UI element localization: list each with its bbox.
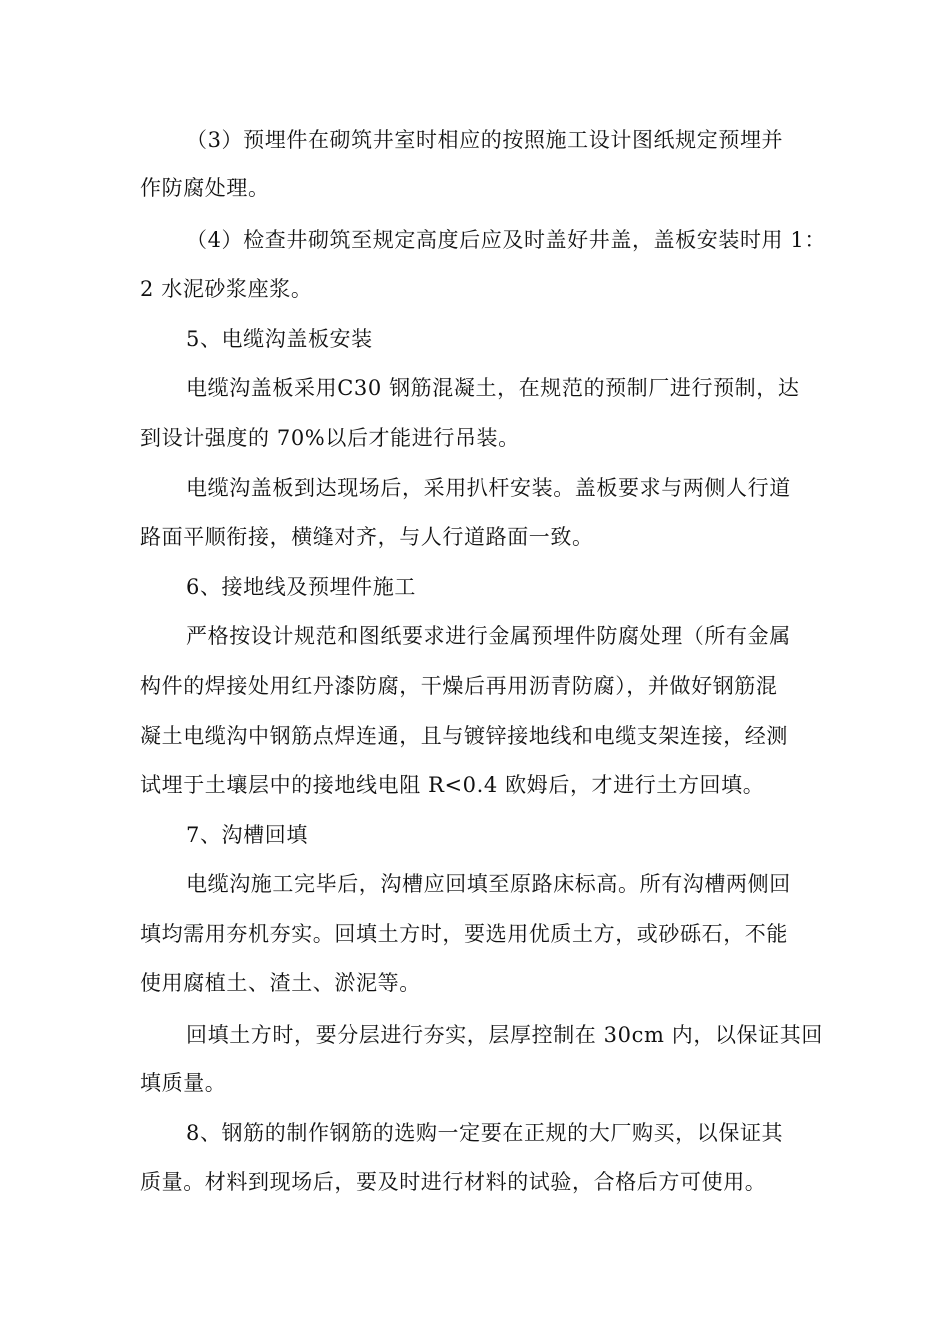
paragraph-6-line-2: 填均需用夯机夯实。回填土方时，要选用优质土方，或砂砾石，不能 [140, 922, 788, 946]
paragraph-7-line-1: 回填土方时，要分层进行夯实，层厚控制在 30cm 内，以保证其回 [186, 1023, 823, 1047]
section-heading-7: 7、沟槽回填 [186, 823, 308, 847]
paragraph-4-line-1: 电缆沟盖板到达现场后，采用扒杆安装。盖板要求与两侧人行道 [186, 476, 791, 500]
paragraph-7-line-2: 填质量。 [140, 1071, 227, 1095]
paragraph-8-line-2: 质量。材料到现场后，要及时进行材料的试验，合格后方可使用。 [140, 1170, 767, 1194]
paragraph-6-line-1: 电缆沟施工完毕后，沟槽应回填至原路床标高。所有沟槽两侧回 [186, 872, 791, 896]
paragraph-3-line-2: 到设计强度的 70%以后才能进行吊装。 [140, 426, 520, 450]
paragraph-1-line-2: 作防腐处理。 [140, 176, 270, 200]
paragraph-3-line-1: 电缆沟盖板采用C30 钢筋混凝土，在规范的预制厂进行预制，达 [186, 376, 800, 400]
section-heading-5: 5、电缆沟盖板安装 [186, 327, 373, 351]
paragraph-4-line-2: 路面平顺衔接，横缝对齐，与人行道路面一致。 [140, 525, 594, 549]
paragraph-5-line-3: 凝土电缆沟中钢筋点焊连通，且与镀锌接地线和电缆支架连接，经测 [140, 724, 788, 748]
paragraph-1-line-1: （3）预埋件在砌筑井室时相应的按照施工设计图纸规定预埋并 [186, 128, 784, 152]
paragraph-2-line-2: 2 水泥砂浆座浆。 [140, 277, 313, 301]
paragraph-5-line-4: 试埋于土壤层中的接地线电阻 R<0.4 欧姆后，才进行土方回填。 [140, 773, 765, 797]
paragraph-8-line-1: 8、钢筋的制作钢筋的选购一定要在正规的大厂购买，以保证其 [186, 1121, 784, 1145]
paragraph-5-line-2: 构件的焊接处用红丹漆防腐，干燥后再用沥青防腐），并做好钢筋混 [140, 674, 778, 698]
section-heading-6: 6、接地线及预埋件施工 [186, 575, 416, 599]
paragraph-5-line-1: 严格按设计规范和图纸要求进行金属预埋件防腐处理（所有金属 [186, 624, 791, 648]
paragraph-6-line-3: 使用腐植土、渣土、淤泥等。 [140, 971, 421, 995]
paragraph-2-line-1: （4）检查井砌筑至规定高度后应及时盖好井盖，盖板安装时用 1： [186, 228, 826, 252]
